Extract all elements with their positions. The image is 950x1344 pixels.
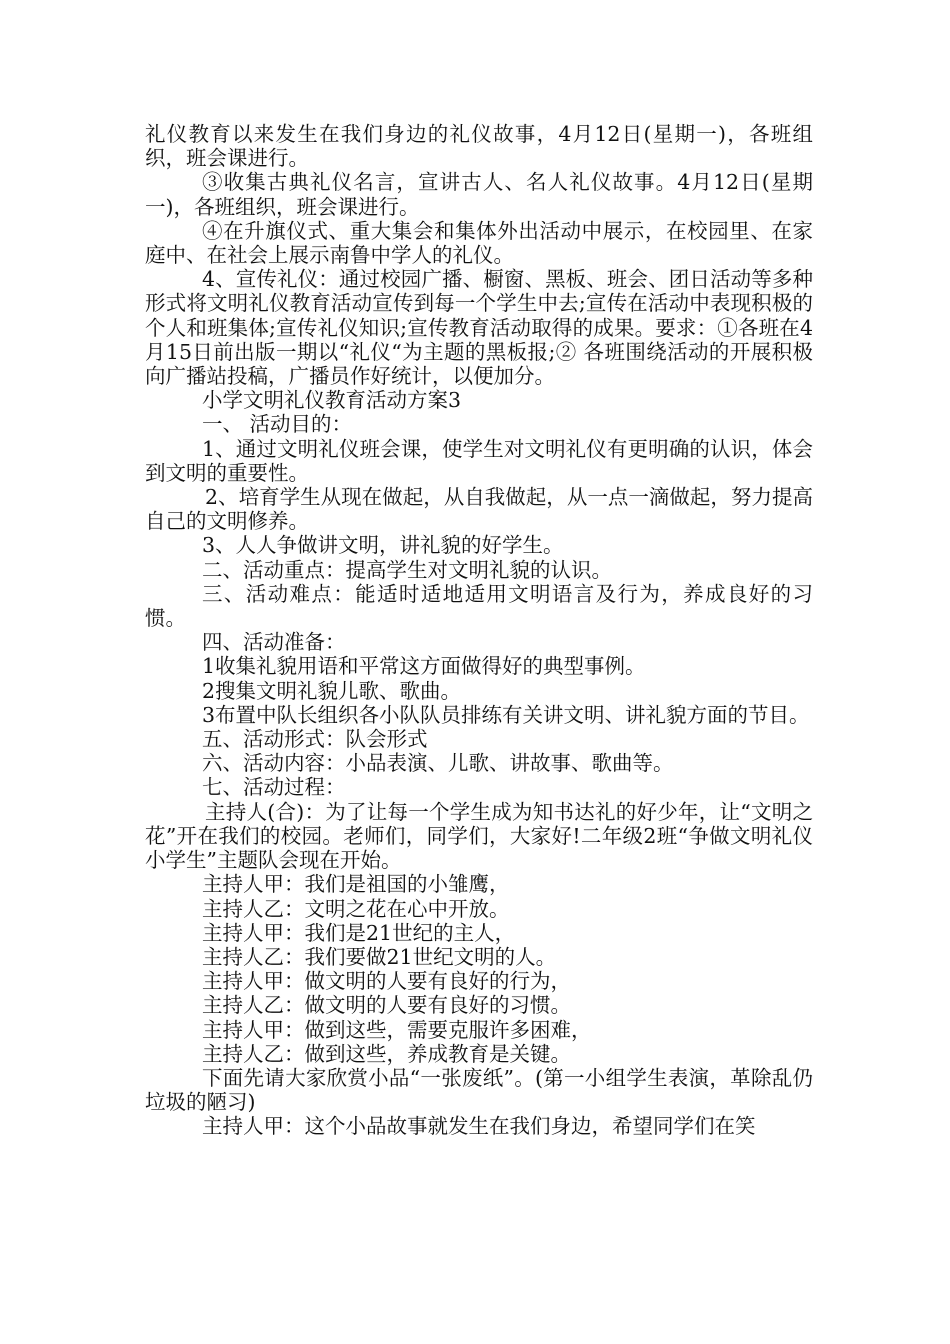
paragraph: 1、通过文明礼仪班会课，使学生对文明礼仪有更明确的认识，体会到文明的重要性。 [145, 436, 813, 485]
paragraph: 下面先请大家欣赏小品“一张废纸”。(第一小组学生表演，革除乱仍垃圾的陋习) [145, 1065, 813, 1115]
dialogue-line: 主持人乙：做文明的人要有良好的习惯。 [202, 993, 571, 1018]
heading: 二、活动重点：提高学生对文明礼貌的认识。 [202, 557, 612, 582]
list-item: 1收集礼貌用语和平常这方面做得好的典型事例。 [202, 654, 646, 679]
dialogue-line: 主持人甲：我们是21世纪的主人， [202, 920, 516, 945]
paragraph: 4、宣传礼仪：通过校园广播、橱窗、黑板、班会、团日活动等多种形式将文明礼仪教育活动宣传到每一个学生中去;宣传在活动中表现积极的个人和班集体;宣传礼仪知识;宣传教育活动取得的成果。要求：①各班在4月15日前出版一期以“礼仪“为主题的黑板报;② 各班围绕活动的开展积极向广播站投稿，广播员作好统计，以便加分。 [145, 267, 813, 389]
heading: 六、活动内容：小品表演、儿歌、讲故事、歌曲等。 [202, 751, 674, 776]
list-item: 3布置中队长组织各小队队员排练有关讲文明、讲礼貌方面的节目。 [202, 702, 810, 727]
paragraph: ③收集古典礼仪名言，宣讲古人、名人礼仪故事。4月12日(星期一)，各班组织，班会课进行。 [145, 170, 813, 219]
dialogue-line: 主持人乙：做到这些，养成教育是关键。 [202, 1041, 571, 1066]
dialogue-line: 主持人甲：我们是祖国的小雏鹰， [202, 872, 510, 897]
paragraph: 2、培育学生从现在做起，从自我做起，从一点一滴做起，努力提高自己的文明修养。 [145, 485, 813, 534]
section-title: 小学文明礼仪教育活动方案3 [202, 388, 462, 413]
heading: 四、活动准备： [202, 630, 346, 655]
list-item: 2搜集文明礼貌儿歌、歌曲。 [202, 678, 462, 703]
dialogue-line: 主持人甲：做文明的人要有良好的行为， [202, 969, 571, 994]
dialogue-line: 主持人乙：文明之花在心中开放。 [202, 896, 510, 921]
paragraph: ④在升旗仪式、重大集会和集体外出活动中展示，在校园里、在家庭中、在社会上展示南鲁中学人的礼仪。 [145, 218, 813, 268]
dialogue-line: 主持人甲：这个小品故事就发生在我们身边，希望同学们在笑 [202, 1114, 756, 1139]
heading: 三、活动难点：能适时适地适用文明语言及行为，养成良好的习惯。 [145, 581, 813, 631]
heading: 一、 活动目的： [202, 412, 353, 437]
heading: 五、活动形式：队会形式 [202, 727, 428, 752]
heading: 七、活动过程： [202, 775, 346, 800]
document-body [145, 122, 813, 1139]
paragraph: 3、人人争做讲文明，讲礼貌的好学生。 [202, 533, 564, 558]
paragraph: 礼仪教育以来发生在我们身边的礼仪故事，4月12日(星期一)，各班组织，班会课进行。 [145, 122, 813, 171]
dialogue-line: 主持人甲：做到这些，需要克服许多困难， [202, 1017, 592, 1042]
paragraph: 主持人(合)：为了让每一个学生成为知书达礼的好少年，让“文明之花”开在我们的校园。老师们，同学们，大家好!二年级2班“争做文明礼仪小学生”主题队会现在开始。 [145, 799, 813, 873]
dialogue-line: 主持人乙：我们要做21世纪文明的人。 [202, 944, 557, 969]
